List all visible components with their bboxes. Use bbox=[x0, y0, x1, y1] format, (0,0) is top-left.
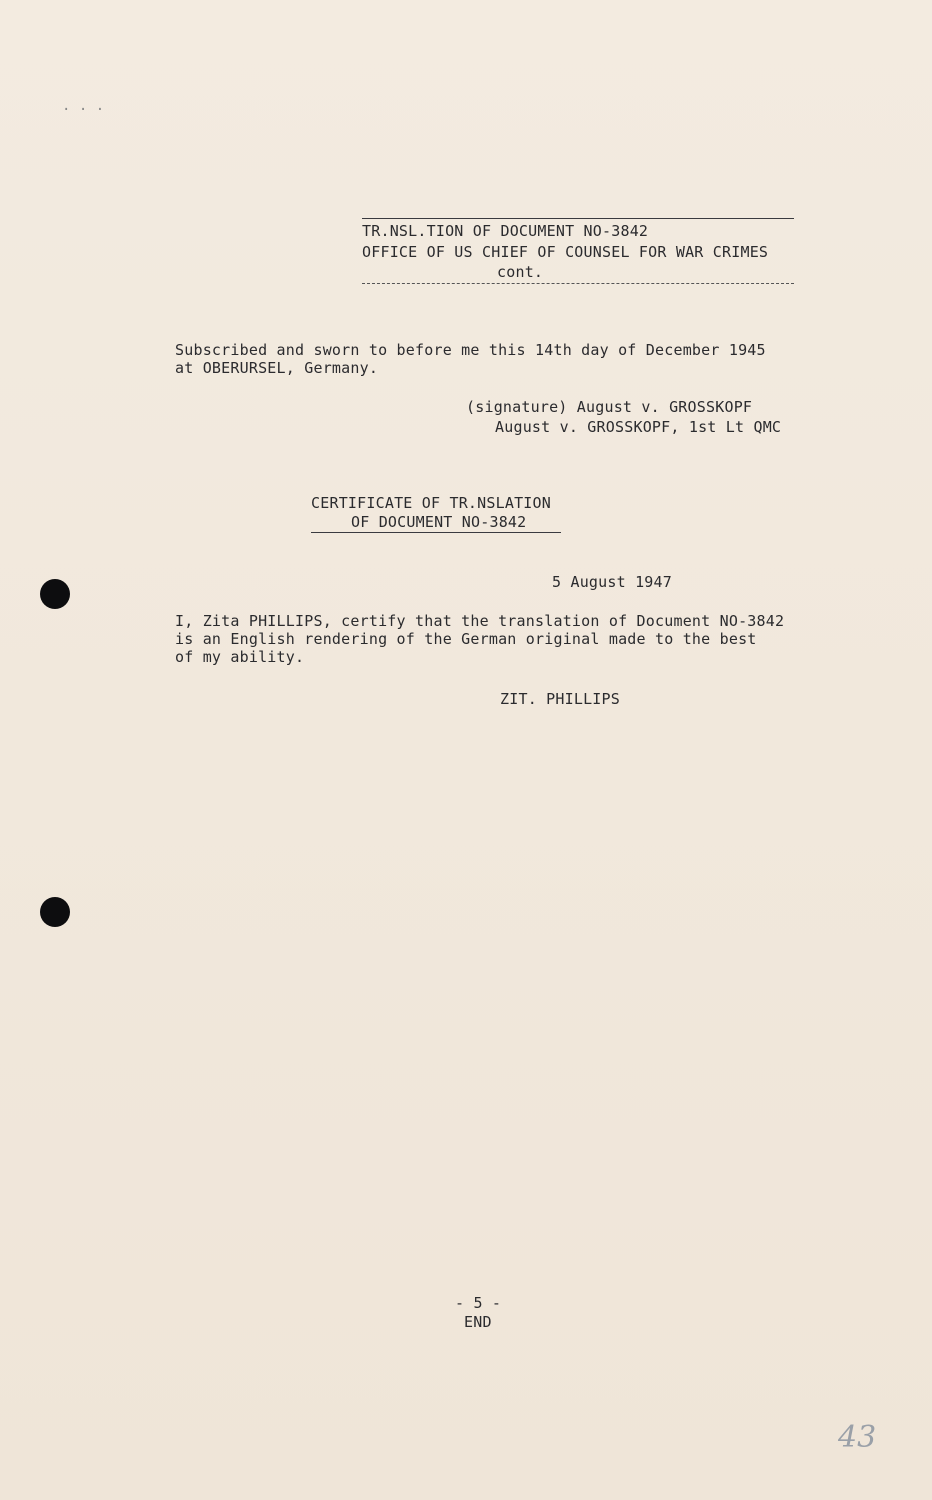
certificate-body-3: of my ability. bbox=[175, 648, 305, 666]
certificate-title-rule bbox=[311, 532, 561, 533]
page-number: - 5 - bbox=[455, 1294, 502, 1312]
translator-signature: ZIT. PHILLIPS bbox=[500, 690, 620, 708]
oath-line-1: Subscribed and sworn to before me this 14th day of December 1945 bbox=[175, 341, 766, 359]
certificate-body-2: is an English rendering of the German original made to the best bbox=[175, 630, 757, 648]
header-line-2: OFFICE OF US CHIEF OF COUNSEL FOR WAR CRIMES bbox=[362, 243, 769, 261]
end-marker: END bbox=[464, 1313, 492, 1331]
header-line-1: TR.NSL.TION OF DOCUMENT NO-3842 bbox=[362, 222, 649, 240]
certificate-title-1: CERTIFICATE OF TR.NSLATION bbox=[311, 494, 551, 512]
handwritten-page-note: 43 bbox=[838, 1420, 877, 1455]
oath-line-2: at OBERURSEL, Germany. bbox=[175, 359, 379, 377]
header-line-3: cont. bbox=[497, 263, 544, 281]
certificate-date: 5 August 1947 bbox=[552, 573, 672, 591]
punch-hole-upper bbox=[40, 579, 70, 609]
signature-line-1: (signature) August v. GROSSKOPF bbox=[466, 398, 753, 416]
punch-hole-lower bbox=[40, 897, 70, 927]
certificate-title-2: OF DOCUMENT NO-3842 bbox=[351, 513, 527, 531]
header-top-rule bbox=[362, 218, 794, 219]
signature-line-2: August v. GROSSKOPF, 1st Lt QMC bbox=[495, 418, 782, 436]
header-bottom-rule bbox=[362, 283, 794, 284]
stray-marks: · · · bbox=[62, 102, 105, 118]
certificate-body-1: I, Zita PHILLIPS, certify that the translation of Document NO-3842 bbox=[175, 612, 785, 630]
